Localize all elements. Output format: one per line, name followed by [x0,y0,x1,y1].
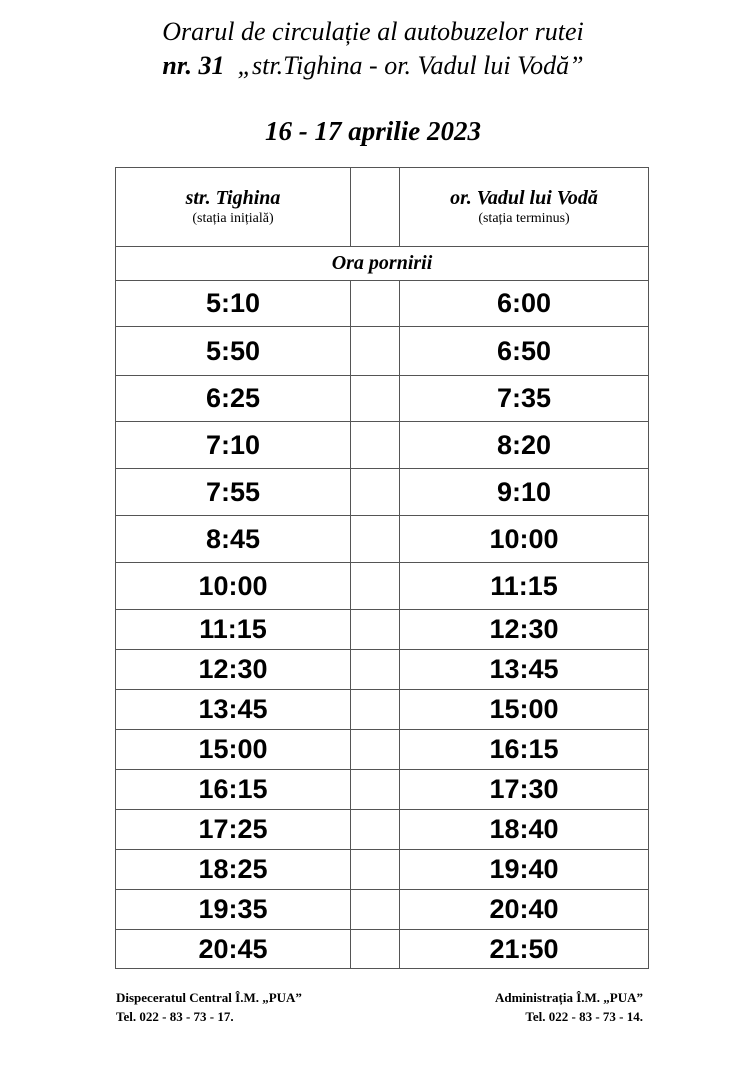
admin-org: Administrația Î.M. „PUA” [494,990,643,1005]
footer-right [495,988,643,1026]
table-row [116,850,649,890]
spacer-cell [351,610,400,650]
departure-time-left: 5:10 [116,281,351,327]
departure-time-left: 18:25 [116,850,351,890]
admin-tel: Tel. 022 - 83 - 73 - 14. [525,1009,643,1024]
departure-time-right: 21:50 [400,930,649,969]
departure-time-left: 15:00 [116,730,351,770]
table-row [116,810,649,850]
departure-time-left: 7:55 [116,469,351,516]
departure-time-right: 12:30 [400,610,649,650]
departure-time-right: 20:40 [400,890,649,930]
spacer-cell [351,469,400,516]
table-row [116,890,649,930]
departure-header-row [116,247,649,281]
schedule-title: Orarul de circulație al autobuzelor rutei [162,17,584,46]
table-row [116,650,649,690]
schedule-date: 16 - 17 aprilie 2023 [265,116,481,146]
route-title [0,50,746,82]
spacer-cell [351,890,400,930]
departure-time-left: 6:25 [116,376,351,422]
departure-time-right: 19:40 [400,850,649,890]
departure-time-left: 5:50 [116,327,351,376]
right-station-cell [400,168,649,247]
spacer-cell [351,650,400,690]
table-row [116,469,649,516]
footer-left [116,988,302,1026]
dispatch-org: Dispeceratul Central Î.M. „PUA” [116,990,302,1005]
departure-time-left: 16:15 [116,770,351,810]
spacer-cell [351,810,400,850]
departure-time-right: 10:00 [400,516,649,563]
departure-time-left: 17:25 [116,810,351,850]
departure-time-right: 6:00 [400,281,649,327]
right-station-sub: (stația terminus) [478,211,570,226]
departure-time-right: 13:45 [400,650,649,690]
left-station-cell [116,168,351,247]
table-row [116,422,649,469]
table-row [116,281,649,327]
departure-time-left: 8:45 [116,516,351,563]
table-row [116,730,649,770]
departure-time-label: Ora pornirii [116,247,649,281]
departure-time-right: 8:20 [400,422,649,469]
spacer-cell [351,690,400,730]
spacer-cell [351,168,400,247]
table-row [116,770,649,810]
departure-time-left: 13:45 [116,690,351,730]
departure-time-right: 11:15 [400,563,649,610]
departure-time-left: 20:45 [116,930,351,969]
route-number: nr. 31 [162,51,225,80]
departure-time-right: 17:30 [400,770,649,810]
spacer-cell [351,730,400,770]
table-row [116,516,649,563]
departure-time-left: 19:35 [116,890,351,930]
departure-time-right: 15:00 [400,690,649,730]
left-station-sub: (stația inițială) [192,211,274,226]
right-station-name: or. Vadul lui Vodă [450,187,598,209]
route-name: „str.Tighina - or. Vadul lui Vodă” [237,51,584,80]
spacer-cell [351,770,400,810]
departure-time-left: 12:30 [116,650,351,690]
departure-time-left: 7:10 [116,422,351,469]
table-row [116,930,649,969]
table-row [116,690,649,730]
table-row [116,563,649,610]
spacer-cell [351,930,400,969]
spacer-cell [351,516,400,563]
station-header-row [116,168,649,247]
departure-time-right: 6:50 [400,327,649,376]
departure-time-right: 9:10 [400,469,649,516]
departure-time-right: 18:40 [400,810,649,850]
schedule-table [115,167,649,969]
dispatch-tel: Tel. 022 - 83 - 73 - 17. [116,1009,234,1024]
spacer-cell [351,563,400,610]
spacer-cell [351,281,400,327]
spacer-cell [351,422,400,469]
table-row [116,327,649,376]
departure-time-right: 16:15 [400,730,649,770]
table-row [116,376,649,422]
departure-time-right: 7:35 [400,376,649,422]
spacer-cell [351,850,400,890]
left-station-name: str. Tighina [185,187,281,209]
spacer-cell [351,376,400,422]
departure-time-left: 10:00 [116,563,351,610]
departure-time-left: 11:15 [116,610,351,650]
table-row [116,610,649,650]
spacer-cell [351,327,400,376]
